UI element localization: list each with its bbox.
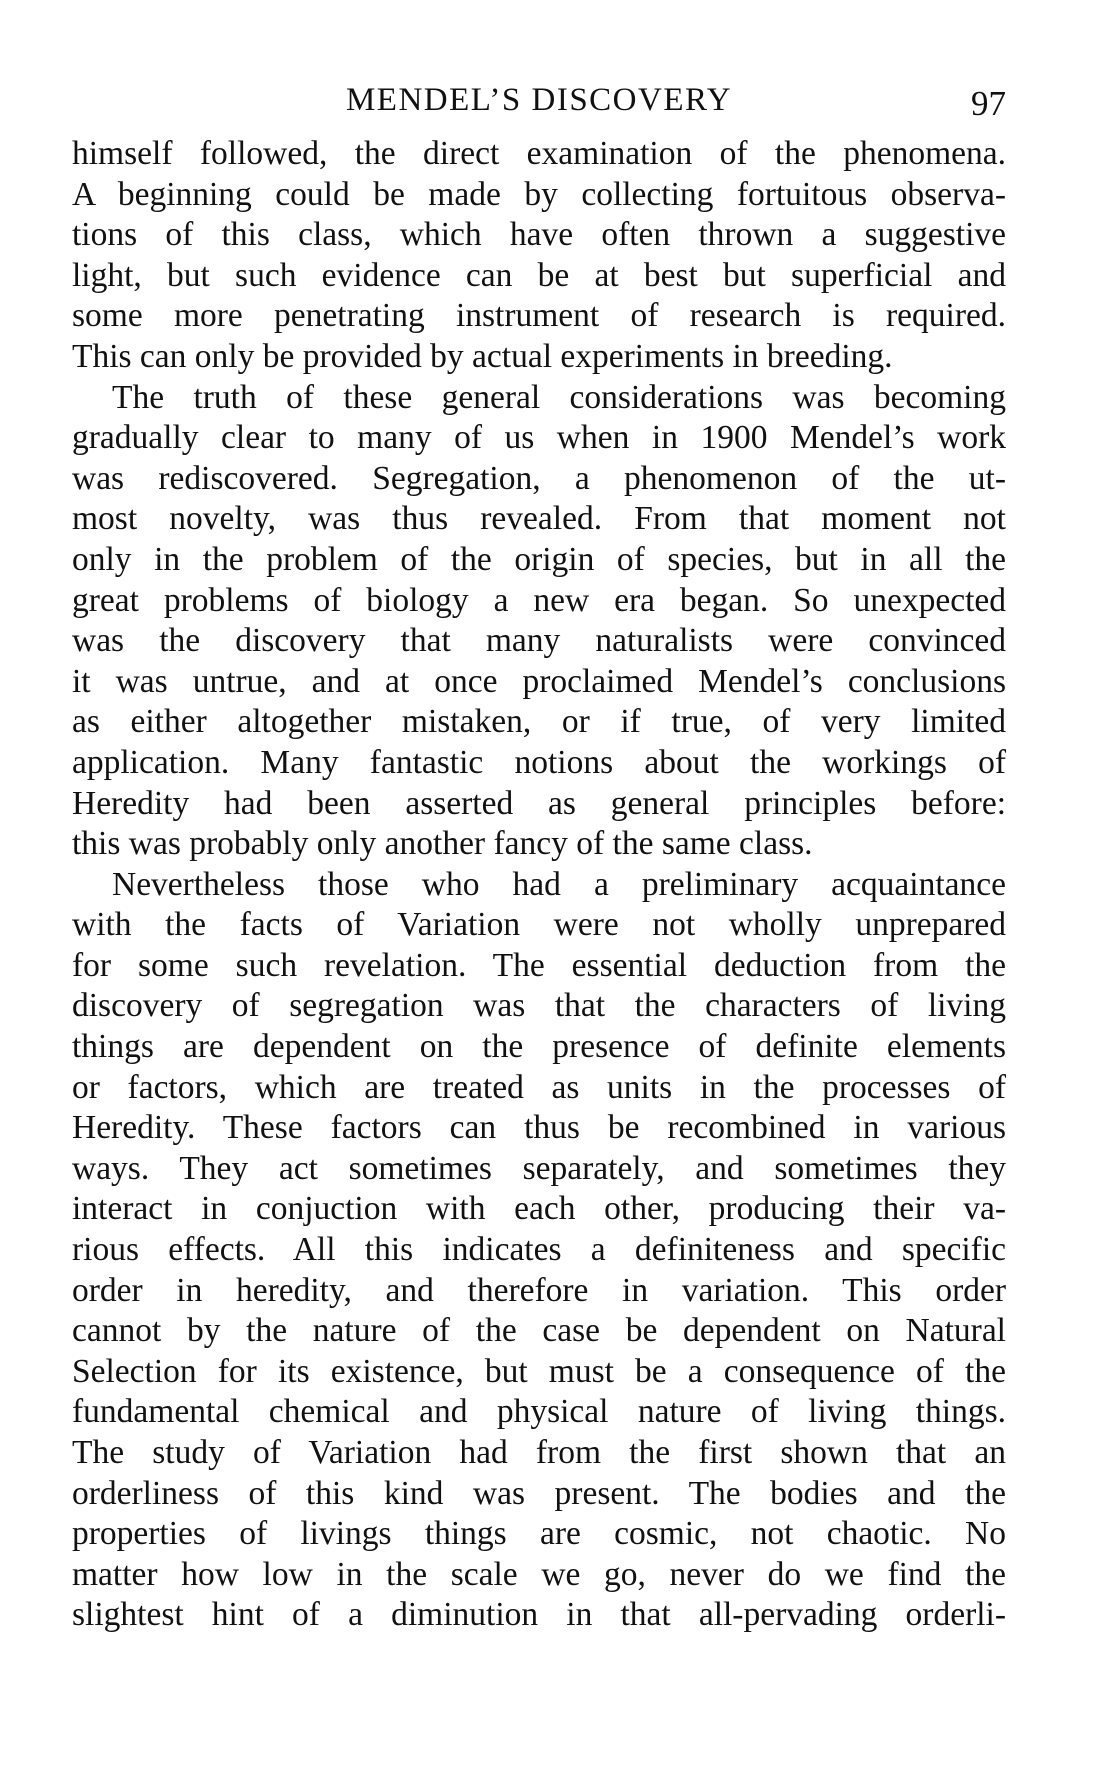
text-line: things are dependent on the presence of definite elements bbox=[72, 1028, 1006, 1066]
paragraph-3 bbox=[72, 865, 1006, 1636]
text-line: The study of Variation had from the first shown that an bbox=[72, 1434, 1006, 1471]
text-line: A beginning could be made by collecting fortuitous observa- bbox=[72, 175, 1006, 213]
paragraph-2 bbox=[72, 378, 1006, 865]
text-line: with the facts of Variation were not wholly unprepared bbox=[72, 906, 1006, 944]
text-line: only in the problem of the origin of species, but in all the bbox=[72, 540, 1006, 578]
text-line: cannot by the nature of the case be dependent on Natural bbox=[72, 1312, 1006, 1350]
text-line: The truth of these general considerations was becoming bbox=[112, 378, 1006, 416]
text-line: as either altogether mistaken, or if true, of very limited bbox=[72, 703, 1006, 741]
text-line: himself followed, the direct examination of the phenomena. bbox=[72, 135, 1006, 172]
text-line: orderliness of this kind was present. The bodies and the bbox=[72, 1474, 1006, 1512]
text-line: application. Many fantastic notions about the workings of bbox=[72, 743, 1006, 781]
text-line: was rediscovered. Segregation, a phenomenon of the ut- bbox=[72, 459, 1006, 497]
text-line: ways. They act sometimes separately, and sometimes they bbox=[72, 1149, 1006, 1187]
text-line: fundamental chemical and physical nature of living things. bbox=[72, 1393, 1006, 1431]
text-line: properties of livings things are cosmic, not chaotic. No bbox=[72, 1515, 1006, 1553]
text-line: or factors, which are treated as units in the processes of bbox=[72, 1068, 1006, 1106]
text-line: was the discovery that many naturalists were convinced bbox=[72, 622, 1006, 660]
body-text bbox=[72, 134, 1006, 1636]
text-line: it was untrue, and at once proclaimed Mendel’s conclusions bbox=[72, 662, 1006, 700]
text-line: most novelty, was thus revealed. From that moment not bbox=[72, 500, 1006, 538]
text-line: matter how low in the scale we go, never do we find the bbox=[72, 1555, 1006, 1593]
text-line: light, but such evidence can be at best but superficial and bbox=[72, 256, 1006, 294]
text-line: Selection for its existence, but must be a consequence of the bbox=[72, 1352, 1006, 1390]
text-line: discovery of segregation was that the characters of living bbox=[72, 987, 1006, 1025]
text-line: interact in conjuction with each other, producing their va- bbox=[72, 1190, 1006, 1228]
text-line: Nevertheless those who had a preliminary acquaintance bbox=[112, 865, 1006, 903]
running-title: MENDEL’S DISCOVERY bbox=[345, 82, 733, 118]
text-line: order in heredity, and therefore in variation. This order bbox=[72, 1271, 1006, 1309]
text-line: Heredity had been asserted as general principles before: bbox=[72, 784, 1006, 822]
text-line: Heredity. These factors can thus be recombined in various bbox=[72, 1109, 1006, 1147]
text-line: some more penetrating instrument of research is required. bbox=[72, 297, 1006, 335]
book-page bbox=[72, 78, 1006, 1636]
text-line: this was probably only another fancy of the same class. bbox=[72, 825, 813, 863]
text-line: slightest hint of a diminution in that all-pervading orderli- bbox=[72, 1596, 1006, 1634]
text-line: tions of this class, which have often thrown a suggestive bbox=[72, 216, 1006, 254]
page-number: 97 bbox=[971, 84, 1006, 123]
text-line: gradually clear to many of us when in 1900 Mendel’s work bbox=[72, 419, 1006, 457]
text-line: great problems of biology a new era began. So unexpected bbox=[72, 581, 1006, 619]
paragraph-1 bbox=[72, 134, 1006, 378]
text-line: rious effects. All this indicates a definiteness and specific bbox=[72, 1231, 1006, 1269]
text-line: for some such revelation. The essential deduction from the bbox=[72, 946, 1006, 984]
page-header bbox=[72, 78, 1006, 122]
text-line: This can only be provided by actual experiments in breeding. bbox=[72, 337, 893, 375]
